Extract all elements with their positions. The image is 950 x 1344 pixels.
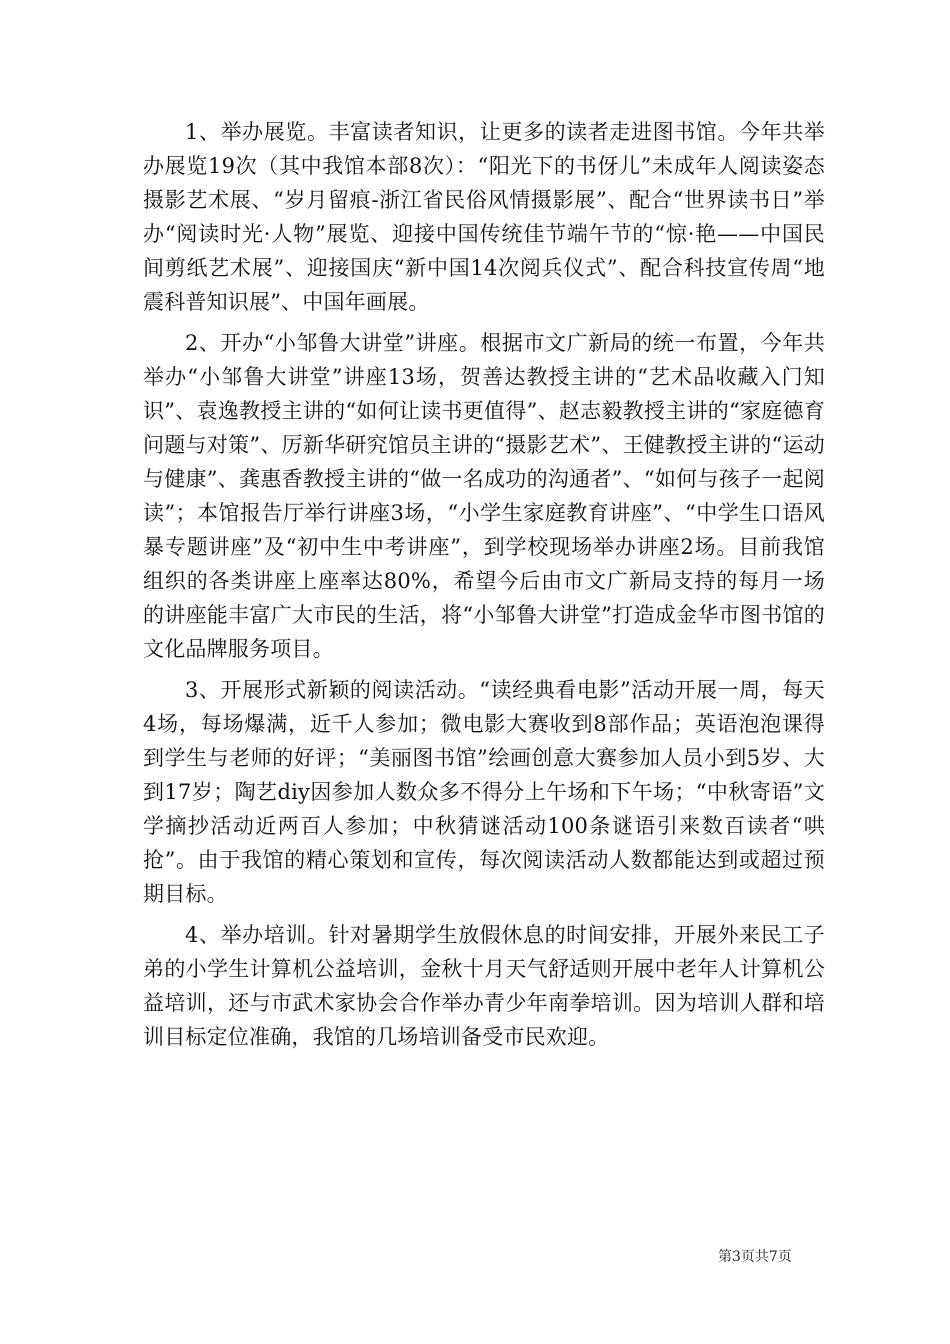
paragraph-exhibitions: 1、举办展览。丰富读者知识，让更多的读者走进图书馆。今年共举办展览19次（其中我馆本部8次）：“阳光下的书伢儿”未成年人阅读姿态摄影艺术展、“岁月留痕-浙江省民俗风情摄影展”、配合“世界读书日”举办“阅读时光·人物”展览、迎接中国传统佳节端午节的“惊·艳——中国民间剪纸艺术展”、迎接国庆“新中国14次阅兵仪式”、配合科技宣传周“地震科普知识展”、中国年画展。: [143, 120, 825, 314]
paragraph-reading-activities: 3、开展形式新颖的阅读活动。“读经典看电影”活动开展一周，每天4场，每场爆满，近千人参加；微电影大赛收到8部作品；英语泡泡课得到学生与老师的好评；“美丽图书馆”绘画创意大赛参加人员小到5岁、大到17岁；陶艺diy因参加人数众多不得分上午场和下午场；“中秋寄语”文学摘抄活动近两百人参加；中秋猜谜活动100条谜语引来数百读者“哄抢”。由于我馆的精心策划和宣传，每次阅读活动人数都能达到或超过预期目标。: [143, 678, 825, 906]
page-number: 第3页共7页: [718, 1249, 792, 1265]
paragraph-training: 4、举办培训。针对暑期学生放假休息的时间安排，开展外来民工子弟的小学生计算机公益培训，金秋十月天气舒适则开展中老年人计算机公益培训，还与市武术家协会合作举办青少年南拳培训。因为培训人群和培训目标定位准确，我馆的几场培训备受市民欢迎。: [143, 923, 825, 1049]
document-body: [143, 115, 825, 1054]
paragraph-lectures: 2、开办“小邹鲁大讲堂”讲座。根据市文广新局的统一布置，今年共举办“小邹鲁大讲堂”讲座13场，贺善达教授主讲的“艺术品收藏入门知识”、袁逸教授主讲的“如何让读书更值得”、赵志毅教授主讲的“家庭德育问题与对策”、厉新华研究馆员主讲的“摄影艺术”、王健教授主讲的“运动与健康”、龚惠香教授主讲的“做一名成功的沟通者”、“如何与孩子一起阅读”；本馆报告厅举行讲座3场，“小学生家庭教育讲座”、“中学生口语风暴专题讲座”及“初中生中考讲座”，到学校现场举办讲座2场。目前我馆组织的各类讲座上座率达80%，希望今后由市文广新局支持的每月一场的讲座能丰富广大市民的生活，将“小邹鲁大讲堂”打造成金华市图书馆的文化品牌服务项目。: [143, 331, 825, 661]
